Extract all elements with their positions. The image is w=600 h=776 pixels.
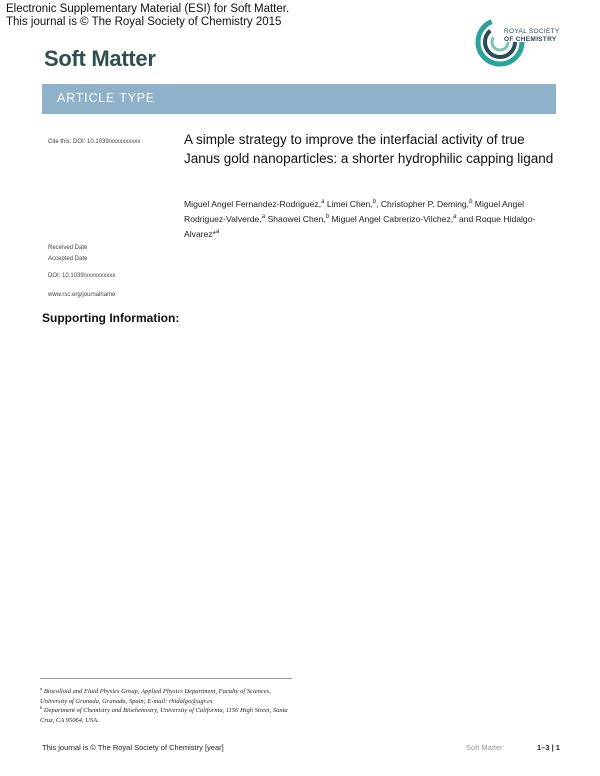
author-name: Miguel Angel Cabrerizo-Vilchez, bbox=[329, 213, 454, 224]
accepted-date: Accepted Date bbox=[48, 256, 88, 262]
author-affiliation-mark: b bbox=[325, 213, 330, 220]
supporting-information-heading: Supporting Information: bbox=[42, 311, 180, 325]
article-title: A simple strategy to improve the interfacial activity of true Janus gold nanoparticles: a shorter hydrophilic capping ligand bbox=[184, 132, 554, 166]
author-affiliation-mark: a bbox=[321, 199, 325, 205]
logo-text-line1: ROYAL SOCIETY bbox=[504, 28, 560, 35]
author-affiliation-mark: a bbox=[216, 228, 220, 235]
author-name: , Christopher P. Deming, bbox=[376, 198, 470, 209]
logo-text-line2: OF CHEMISTRY bbox=[504, 36, 557, 43]
rsc-logo bbox=[474, 14, 560, 70]
author-name: and Roque Hidalgo-Alvarez* bbox=[184, 213, 536, 239]
footnote-text: Biocolloid and Fluid Physics Group, Applied Physics Department, Faculty of Sciences, University of Granada, Granada, Spain; E-mail: rhidalgo@ugr.es bbox=[40, 688, 271, 706]
esi-header-line1: Electronic Supplementary Material (ESI) for Soft Matter. bbox=[6, 3, 290, 15]
author-affiliation-mark: a bbox=[453, 213, 457, 220]
author-name: Miguel Angel Fernandez-Rodriguez, bbox=[184, 198, 322, 209]
author-name: Limei Chen, bbox=[326, 198, 373, 209]
author-list bbox=[184, 196, 560, 241]
author-name: Miguel Angel Rodriguez-Valverde, bbox=[184, 198, 525, 224]
footnote-b bbox=[40, 703, 296, 726]
article-type-banner bbox=[42, 84, 556, 114]
journal-url[interactable]: www.rsc.org/journalname bbox=[48, 292, 116, 298]
doi: DOI: 10.1039/xxxxxxxxxx bbox=[48, 273, 116, 279]
footnote-mark: a bbox=[40, 686, 43, 691]
author-affiliation-mark: b bbox=[372, 199, 377, 205]
cite-this: Cite this: DOI: 10.1039/xxxxxxxxxx bbox=[48, 139, 141, 145]
footnote-divider bbox=[40, 678, 292, 679]
esi-header-line2: This journal is © The Royal Society of Chemistry 2015 bbox=[6, 16, 282, 28]
author-affiliation-mark: b bbox=[469, 199, 473, 205]
footnote-text: Department of Chemistry and Biochemistry, University of California, 1156 High Street, Santa Cruz, CA 95064, USA. bbox=[40, 707, 288, 725]
journal-title: Soft Matter bbox=[44, 46, 156, 71]
footnote-mark: b bbox=[40, 705, 43, 710]
footer-copyright: This journal is © The Royal Society of Chemistry [year] bbox=[42, 743, 224, 752]
footer-page-number: 1–3 | 1 bbox=[537, 743, 560, 752]
received-date: Received Date bbox=[48, 245, 88, 251]
article-type-label: ARTICLE TYPE bbox=[57, 91, 156, 105]
author-name: Shaowei Chen, bbox=[265, 213, 326, 224]
footer-journal: Soft Matter bbox=[466, 743, 503, 752]
author-affiliation-mark: a bbox=[261, 213, 266, 220]
